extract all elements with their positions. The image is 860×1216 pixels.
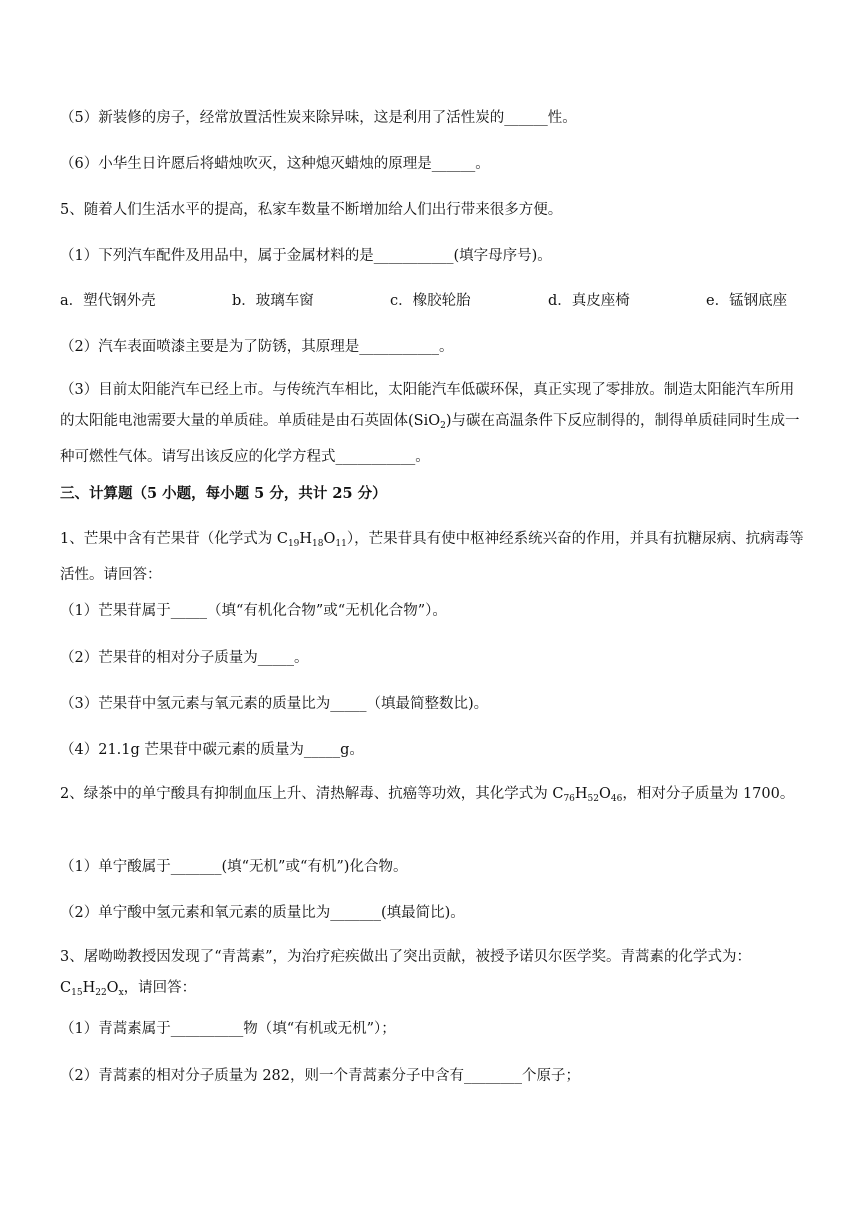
option-a: a．塑代钢外壳 xyxy=(60,293,156,309)
question-5-1: （1）下列汽车配件及用品中，属于金属材料的是___________(填字母序号)。 xyxy=(60,248,552,264)
question-4-5: （5）新装修的房子，经常放置活性炭来除异味，这是利用了活性炭的______性。 xyxy=(60,110,577,126)
calc-1-1: （1）芒果苷属于_____（填“有机化合物”或“无机化合物”）。 xyxy=(60,603,447,619)
option-e: e．锰钢底座 xyxy=(706,293,788,309)
calc-3-1: （1）青蒿素属于__________物（填“有机或无机”）； xyxy=(60,1021,396,1037)
calc-2-2: （2）单宁酸中氢元素和氧元素的质量比为_______(填最简比)。 xyxy=(60,905,465,921)
question-5-stem: 5、随着人们生活水平的提高，私家车数量不断增加给人们出行带来很多方便。 xyxy=(60,202,563,218)
calc-1-4: （4）21.1g 芒果苷中碳元素的质量为_____g。 xyxy=(60,742,364,758)
calc-2-stem: 2、绿茶中的单宁酸具有抑制血压上升、清热解毒、抗癌等功效，其化学式为 $C_{76}H_{52}O_{46}$，相对分子质量为 1700。 xyxy=(60,786,795,804)
question-5-2: （2）汽车表面喷漆主要是为了防锈，其原理是___________。 xyxy=(60,339,454,355)
option-b: b．玻璃车窗 xyxy=(232,293,314,309)
question-5-3: （3）目前太阳能汽车已经上市。与传统汽车相比，太阳能汽车低碳环保，真正实现了零排放。制造太阳能汽车所用的太阳能电池需要大量的单质硅。单质硅是由石英固体(SiO$_2$)与碳在高温条件下反应制得的，制得单质硅同时生成一种可燃性气体。请写出该反应的化学方程式___________。 xyxy=(60,382,800,465)
question-5-options xyxy=(60,288,805,314)
calc-1-3: （3）芒果苷中氢元素与氧元素的质量比为_____（填最简整数比)。 xyxy=(60,696,489,712)
calc-2-1: （1）单宁酸属于_______(填“无机”或“有机”)化合物。 xyxy=(60,859,408,875)
calc-1-2: （2）芒果苷的相对分子质量为_____。 xyxy=(60,650,309,666)
option-c: c．橡胶轮胎 xyxy=(390,293,471,309)
calc-3-2: （2）青蒿素的相对分子质量为 282，则一个青蒿素分子中含有________个原子； xyxy=(60,1068,581,1084)
question-4-6: （6）小华生日许愿后将蜡烛吹灭，这种熄灭蜡烛的原理是______。 xyxy=(60,156,490,172)
option-d: d．真皮座椅 xyxy=(548,293,630,309)
calc-1-stem: 1、芒果中含有芒果苷（化学式为 $C_{19}H_{18}O_{11}$），芒果苷具有使中枢神经系统兴奋的作用，并具有抗糖尿病、抗病毒等活性。请回答： xyxy=(60,531,804,583)
calc-3-stem: 3、屠呦呦教授因发现了“青蒿素”，为治疗疟疾做出了突出贡献，被授予诺贝尔医学奖。青蒿素的化学式为：$C_{15}H_{22}O_x$，请回答： xyxy=(60,949,752,998)
section-3-title: 三、计算题（5 小题，每小题 5 分，共计 25 分） xyxy=(60,485,387,502)
